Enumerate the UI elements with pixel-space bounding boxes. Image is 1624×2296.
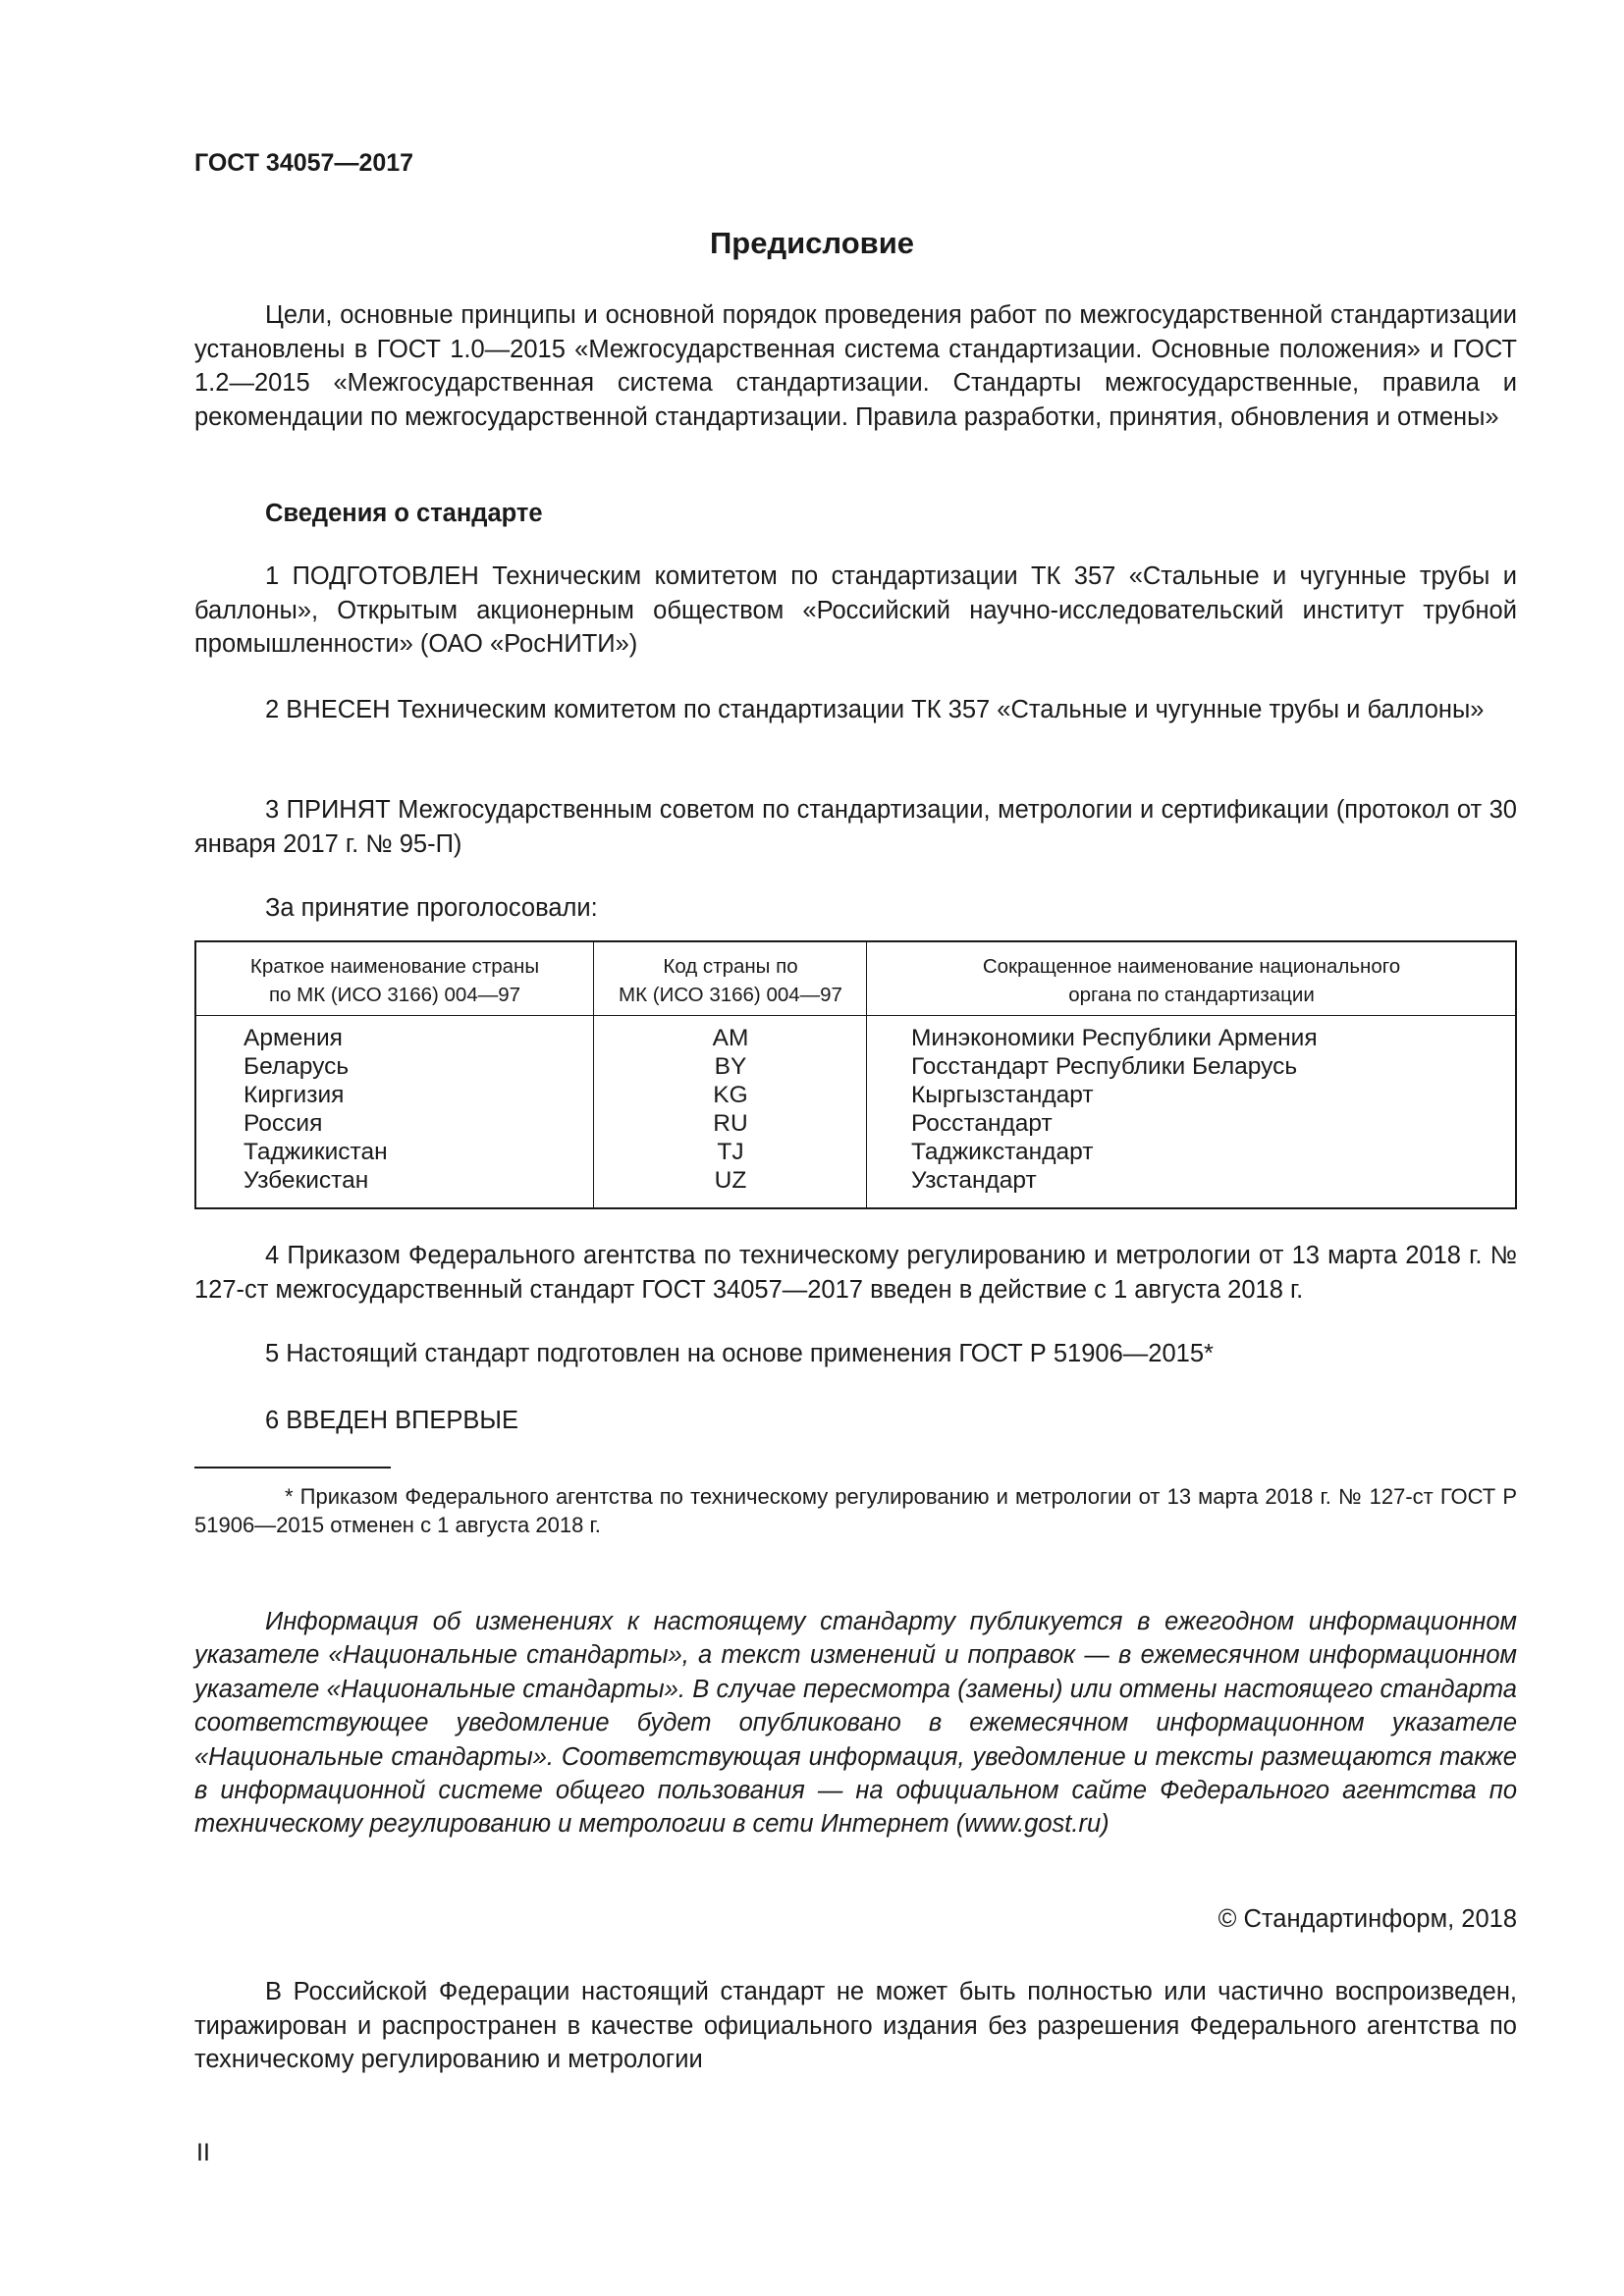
table-cell: Таджикстандарт	[911, 1139, 1094, 1165]
table-cell: RU	[713, 1110, 748, 1137]
table-cell: BY	[714, 1053, 747, 1080]
item-paragraph-5: 5 Настоящий стандарт подготовлен на основе применения ГОСТ Р 51906—2015*	[265, 1340, 1214, 1367]
item-paragraph-3: 3 ПРИНЯТ Межгосударственным советом по стандартизации, метрологии и сертификации (протокол от 30 января 2017 г. № 95-П)	[194, 796, 1517, 858]
column-header-code: Код страны по МК (ИСО 3166) 004—97	[619, 955, 842, 1006]
column-header-country: Краткое наименование страны по МК (ИСО 3166) 004—97	[249, 955, 540, 1006]
table-cell: Госстандарт Республики Беларусь	[911, 1053, 1298, 1080]
table-cell: Минэкономики Республики Армения	[911, 1025, 1318, 1051]
table-cell: AM	[712, 1025, 749, 1051]
item-paragraph-1: 1 ПОДГОТОВЛЕН Техническим комитетом по стандартизации ТК 357 «Стальные и чугунные трубы и баллоны», Открытым акционерным обществом «Российский научно-исследовательский институт трубной промышленности» (ОАО «РосНИТИ»)	[194, 562, 1517, 658]
voting-table	[194, 940, 1517, 1209]
footnote-separator	[194, 1467, 391, 1468]
table-cell: Россия	[244, 1110, 323, 1137]
item-paragraph-4: 4 Приказом Федерального агентства по техническому регулированию и метрологии от 13 марта 2018 г. № 127-ст межгосударственный стандарт ГОСТ 34057—2017 введен в действие с 1 августа 2018 г.	[194, 1242, 1517, 1304]
section-heading: Сведения о стандарте	[265, 500, 543, 527]
table-cell: KG	[713, 1082, 748, 1108]
table-cell: Узбекистан	[244, 1167, 369, 1194]
intro-paragraph: Цели, основные принципы и основной порядок проведения работ по межгосударственной стандартизации установлены в ГОСТ 1.0—2015 «Межгосударственная система стандартизации. Основные положения» и ГОСТ 1.2—2015 «Межгосударственная система стандартизации. Стандарты межгосударственные, правила и рекомендации по межгосударственной стандартизации. Правила разработки, принятия, обновления и отмены»	[194, 301, 1517, 431]
table-cell: UZ	[714, 1167, 747, 1194]
table-cell: Таджикистан	[244, 1139, 388, 1165]
table-cell: Росстандарт	[911, 1110, 1053, 1137]
table-column-body	[866, 942, 1516, 1207]
table-cell: Узстандарт	[911, 1167, 1037, 1194]
table-cell: Кыргызстандарт	[911, 1082, 1094, 1108]
document-id-header: ГОСТ 34057—2017	[194, 149, 414, 177]
table-column-country	[196, 942, 593, 1207]
copyright-notice: © Стандартинформ, 2018	[1218, 1905, 1517, 1933]
column-header-body: Сокращенное наименование национального органа по стандартизации	[982, 955, 1401, 1006]
vote-label: За принятие проголосовали:	[265, 894, 598, 922]
table-column-code	[593, 942, 867, 1207]
page-title: Предисловие	[709, 226, 914, 260]
table-cell: TJ	[717, 1139, 744, 1165]
page-number: II	[196, 2139, 210, 2166]
changes-info-paragraph: Информация об изменениях к настоящему стандарту публикуется в ежегодном информационном указателе «Национальные стандарты», а текст изменений и поправок — в ежемесячном информационном указателе «Национальные стандарты». В случае пересмотра (замены) или отмены настоящего стандарта соответствующее уведомление будет опубликовано в ежемесячном информационном указателе «Национальные стандарты». Соответствующая информация, уведомление и тексты размещаются также в информационной системе общего пользования — на официальном сайте Федерального агентства по техническому регулированию и метрологии в сети Интернет (www.gost.ru)	[194, 1608, 1517, 1839]
table-cell: Армения	[244, 1025, 343, 1051]
item-paragraph-2: 2 ВНЕСЕН Техническим комитетом по стандартизации ТК 357 «Стальные и чугунные трубы и баллоны»	[265, 696, 1485, 723]
footnote: * Приказом Федерального агентства по техническому регулированию и метрологии от 13 марта 2018 г. № 127-ст ГОСТ Р 51906—2015 отменен с 1 августа 2018 г.	[194, 1484, 1517, 1537]
legal-notice: В Российской Федерации настоящий стандарт не может быть полностью или частично воспроизведен, тиражирован и распространен в качестве официального издания без разрешения Федерального агентства по техническому регулированию и метрологии	[194, 1978, 1517, 2073]
table-cell: Киргизия	[244, 1082, 345, 1108]
table-cell: Беларусь	[244, 1053, 350, 1080]
item-paragraph-6: 6 ВВЕДЕН ВПЕРВЫЕ	[265, 1407, 519, 1434]
